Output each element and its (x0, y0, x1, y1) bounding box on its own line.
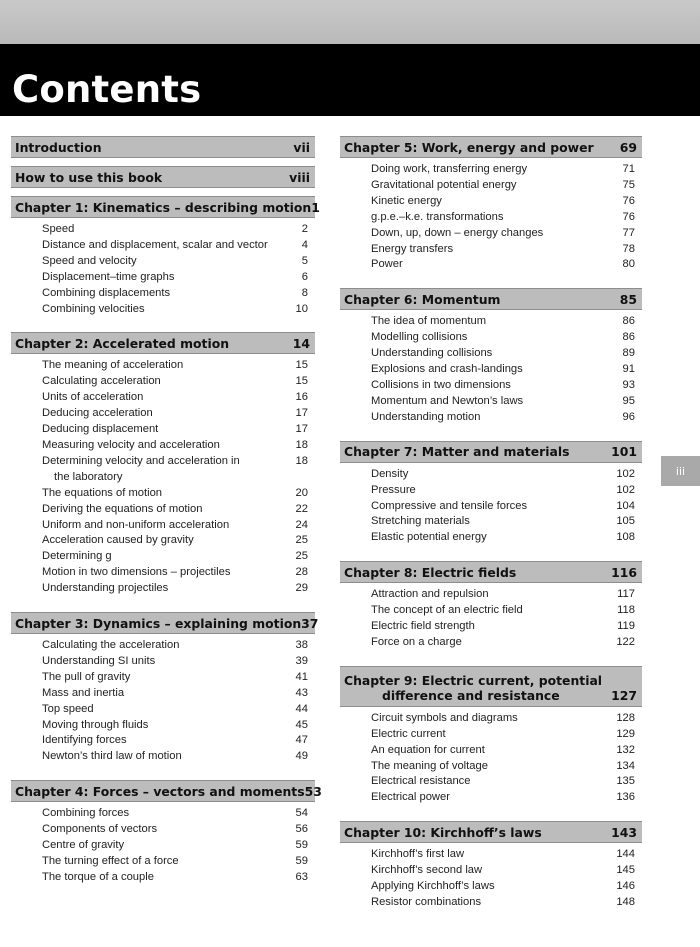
toc-item[interactable] (340, 774, 642, 790)
item-page: 134 (616, 759, 635, 772)
chapter-heading-ch9[interactable] (340, 666, 642, 707)
item-title: Units of acceleration (42, 391, 144, 404)
toc-item[interactable] (11, 749, 315, 765)
item-title: Calculating acceleration (42, 375, 161, 388)
item-page: 20 (295, 486, 308, 499)
toc-item[interactable] (11, 374, 315, 390)
item-page: 10 (295, 302, 308, 315)
item-title: Calculating the acceleration (42, 639, 180, 652)
chapter-title-line2: difference and resistance (382, 687, 560, 703)
toc-item[interactable] (340, 242, 642, 258)
item-page: 75 (622, 178, 635, 191)
toc-item[interactable] (340, 514, 642, 530)
toc-item[interactable] (340, 378, 642, 394)
item-page: 22 (295, 502, 308, 515)
item-title: Measuring velocity and acceleration (42, 438, 220, 451)
toc-item[interactable] (11, 870, 315, 886)
toc-item[interactable] (11, 718, 315, 734)
item-title: Density (371, 467, 409, 480)
item-title: The torque of a couple (42, 870, 154, 883)
item-title: Kinetic energy (371, 194, 442, 207)
toc-item[interactable] (11, 806, 315, 822)
item-title: Momentum and Newton’s laws (371, 394, 524, 407)
item-page: 86 (622, 331, 635, 344)
item-title: Distance and displacement, scalar and vector (42, 238, 268, 251)
toc-item[interactable] (11, 254, 315, 270)
chapter-section (340, 821, 642, 911)
item-page: 15 (295, 375, 308, 388)
chapter-page: 1 (311, 199, 320, 215)
item-page: 80 (622, 258, 635, 271)
chapter-items-list (340, 843, 642, 911)
toc-item[interactable] (340, 194, 642, 210)
chapter-title (344, 673, 611, 703)
page-number: iii (675, 464, 686, 478)
item-title: Motion in two dimensions – projectiles (42, 566, 231, 579)
toc-item[interactable] (11, 422, 315, 438)
toc-item[interactable] (340, 790, 642, 806)
chapter-items-list (340, 463, 642, 547)
item-title: Applying Kirchhoff’s laws (371, 880, 495, 893)
item-title: g.p.e.–k.e. transformations (371, 210, 504, 223)
item-page: 15 (295, 359, 308, 372)
item-title: Deriving the equations of motion (42, 502, 203, 515)
item-title: The idea of momentum (371, 315, 487, 328)
item-page: 78 (622, 242, 635, 255)
item-page: 95 (622, 394, 635, 407)
item-title: Power (371, 258, 403, 271)
item-title-line1: Determining velocity and acceleration in (42, 454, 240, 467)
item-page: 108 (616, 531, 635, 544)
item-page: 54 (295, 807, 308, 820)
entry-title: Introduction (15, 139, 102, 155)
chapter-section (340, 666, 642, 806)
chapter-page: 14 (292, 335, 310, 351)
item-page: 29 (295, 582, 308, 595)
item-title: Pressure (371, 483, 416, 496)
chapter-title: Chapter 4: Forces – vectors and moments (15, 783, 305, 799)
toc-item[interactable] (340, 603, 642, 619)
item-page: 17 (295, 423, 308, 436)
item-title: Gravitational potential energy (371, 178, 517, 191)
chapter-items-list (11, 802, 315, 886)
chapter-title: Chapter 3: Dynamics – explaining motion (15, 615, 302, 631)
chapter-page: 143 (611, 824, 637, 840)
chapter-section (340, 561, 642, 651)
chapter-title: Chapter 6: Momentum (344, 291, 501, 307)
chapter-title: Chapter 8: Electric fields (344, 564, 517, 580)
chapter-page: 53 (304, 783, 322, 799)
chapter-page: 85 (619, 291, 637, 307)
toc-item[interactable] (11, 822, 315, 838)
item-page: 146 (616, 880, 635, 893)
item-page: 5 (301, 254, 308, 267)
item-title: Force on a charge (371, 635, 462, 648)
item-title: Elastic potential energy (371, 531, 487, 544)
toc-item[interactable] (340, 711, 642, 727)
item-page: 43 (295, 686, 308, 699)
item-page: 39 (295, 654, 308, 667)
item-page: 102 (616, 483, 635, 496)
item-title: Electric field strength (371, 620, 475, 633)
item-page: 2 (301, 223, 308, 235)
item-title: Electric current (371, 727, 446, 740)
item-title: Stretching materials (371, 515, 470, 528)
toc-item[interactable] (11, 486, 315, 502)
toc-item[interactable] (340, 587, 642, 603)
item-page: 38 (295, 639, 308, 652)
toc-item[interactable] (11, 358, 315, 374)
toc-item[interactable] (340, 330, 642, 346)
item-title: An equation for current (371, 743, 485, 756)
toc-item[interactable] (340, 530, 642, 546)
entry-title: How to use this book (15, 169, 163, 185)
item-title: Deducing acceleration (42, 407, 153, 420)
toc-item[interactable] (11, 838, 315, 854)
item-page: 76 (622, 194, 635, 207)
toc-item[interactable] (340, 635, 642, 651)
item-page: 56 (295, 823, 308, 836)
item-page: 76 (622, 210, 635, 223)
entry-page: vii (293, 139, 310, 155)
chapter-title-line1: Chapter 9: Electric current, potential (344, 672, 603, 688)
item-page: 77 (622, 226, 635, 239)
item-title: Acceleration caused by gravity (42, 534, 194, 547)
chapter-items-list (11, 354, 315, 597)
item-page: 49 (295, 750, 308, 763)
chapter-page: 116 (611, 564, 637, 580)
toc-right-column (340, 136, 642, 911)
item-page: 25 (295, 550, 308, 563)
item-title: Compressive and tensile forces (371, 499, 528, 512)
toc-item[interactable] (340, 226, 642, 242)
page-title: Contents (12, 68, 202, 111)
toc-item[interactable] (340, 847, 642, 863)
chapter-items-list (340, 707, 642, 806)
chapter-heading-ch1[interactable] (11, 196, 320, 218)
toc-item[interactable] (11, 733, 315, 749)
item-title: Electrical resistance (371, 775, 471, 788)
chapter-section (11, 332, 315, 597)
chapter-page: 127 (611, 687, 637, 703)
item-title: Kirchhoff’s first law (371, 848, 465, 861)
toc-item[interactable] (340, 863, 642, 879)
chapter-items-list (11, 218, 315, 317)
toc-item[interactable] (340, 362, 642, 378)
item-page: 24 (295, 518, 308, 531)
item-page: 136 (616, 791, 635, 804)
item-page: 119 (617, 620, 635, 633)
item-title: Newton’s third law of motion (42, 750, 182, 763)
toc-item[interactable] (11, 286, 315, 302)
item-page: 105 (616, 515, 635, 528)
chapter-section (340, 441, 642, 547)
chapter-items-list (11, 634, 315, 765)
item-title: The meaning of acceleration (42, 359, 184, 372)
item-title: Top speed (42, 702, 94, 715)
toc-item[interactable] (11, 222, 315, 238)
item-title: Combining displacements (42, 286, 171, 299)
chapter-heading-ch2[interactable] (11, 332, 315, 354)
item-page: 28 (295, 566, 308, 579)
toc-item[interactable] (11, 518, 315, 534)
toc-item[interactable] (340, 879, 642, 895)
toc-item[interactable] (340, 759, 642, 775)
item-title: Electrical power (371, 791, 450, 804)
toc-item[interactable] (340, 743, 642, 759)
toc-item[interactable] (11, 565, 315, 581)
chapter-section (340, 136, 642, 273)
toc-item[interactable] (340, 467, 642, 483)
item-title: Deducing displacement (42, 423, 159, 436)
item-title: Attraction and repulsion (371, 588, 489, 601)
chapter-heading-ch4[interactable] (11, 780, 322, 802)
chapter-page: 69 (619, 139, 637, 155)
item-title: The turning effect of a force (42, 855, 179, 867)
item-page: 86 (622, 315, 635, 328)
toc-item[interactable] (11, 390, 315, 406)
item-title (11, 454, 278, 486)
chapter-heading-ch7[interactable] (340, 441, 642, 463)
item-title: The pull of gravity (42, 670, 131, 683)
chapter-items-list (340, 583, 642, 651)
entry-page: viii (289, 169, 310, 185)
item-page: 89 (622, 347, 635, 360)
toc-item[interactable] (340, 895, 642, 911)
item-title-line2: the laboratory (54, 470, 123, 483)
item-page: 128 (616, 711, 635, 724)
item-page: 59 (295, 855, 308, 867)
toc-item[interactable] (11, 638, 315, 654)
item-title: Resistor combinations (371, 896, 482, 908)
toc-entry-how-to-use[interactable] (11, 166, 315, 188)
toc-entry-introduction[interactable] (11, 136, 315, 158)
item-page: 93 (622, 378, 635, 391)
item-page: 96 (622, 410, 635, 423)
toc-item[interactable] (340, 394, 642, 410)
item-page: 148 (616, 896, 635, 908)
item-title: Centre of gravity (42, 839, 125, 852)
toc-item[interactable] (11, 406, 315, 422)
item-page: 104 (616, 499, 635, 512)
top-scan-strip (0, 0, 700, 44)
item-title: The concept of an electric field (371, 604, 523, 617)
item-title: Mass and inertia (42, 686, 125, 699)
item-title: The meaning of voltage (371, 759, 488, 772)
item-page: 18 (295, 438, 308, 451)
toc-item[interactable] (340, 178, 642, 194)
chapter-heading-ch8[interactable] (340, 561, 642, 583)
chapter-heading-ch3[interactable] (11, 612, 319, 634)
chapter-title: Chapter 7: Matter and materials (344, 444, 570, 460)
toc-item[interactable] (11, 502, 315, 518)
chapter-page: 37 (301, 615, 319, 631)
page-number-tab (661, 456, 700, 486)
item-page: 8 (301, 286, 308, 299)
item-title: Uniform and non-uniform acceleration (42, 518, 230, 531)
item-title: Down, up, down – energy changes (371, 226, 544, 239)
toc-item[interactable] (11, 270, 315, 286)
item-title: Combining forces (42, 807, 130, 820)
chapter-section (11, 196, 320, 317)
item-title: Explosions and crash-landings (371, 363, 523, 376)
item-page: 18 (295, 454, 308, 467)
item-page: 117 (617, 588, 635, 601)
item-title: Displacement–time graphs (42, 270, 175, 283)
toc-item[interactable] (11, 854, 315, 870)
toc-item[interactable] (11, 533, 315, 549)
toc-item[interactable] (340, 727, 642, 743)
chapter-items-list (340, 158, 642, 273)
toc-item[interactable] (11, 238, 315, 254)
toc-item[interactable] (11, 702, 315, 718)
item-page: 71 (622, 163, 635, 175)
item-page: 41 (295, 670, 308, 683)
chapter-page: 101 (611, 444, 637, 460)
chapter-heading-ch6[interactable] (340, 288, 642, 310)
item-title: Speed and velocity (42, 254, 137, 267)
item-title: Doing work, transferring energy (371, 163, 528, 175)
item-page: 91 (622, 363, 635, 376)
chapter-items-list (340, 310, 642, 425)
item-page: 6 (301, 270, 308, 283)
title-bar (0, 44, 700, 116)
toc-item[interactable] (340, 410, 642, 426)
item-title: Components of vectors (42, 823, 158, 836)
item-page: 45 (295, 718, 308, 731)
chapter-heading-ch10[interactable] (340, 821, 642, 843)
item-page: 132 (616, 743, 635, 756)
item-page: 122 (616, 635, 635, 648)
item-title: The equations of motion (42, 486, 163, 499)
item-title: Combining velocities (42, 302, 145, 315)
item-title: Understanding SI units (42, 654, 156, 667)
item-page: 135 (616, 775, 635, 788)
toc-item[interactable] (11, 302, 315, 318)
item-page: 44 (295, 702, 308, 715)
chapter-section (11, 780, 322, 886)
item-page: 144 (616, 848, 635, 861)
toc-left-column (11, 136, 322, 886)
toc-item[interactable] (11, 686, 315, 702)
toc-item[interactable] (11, 438, 315, 454)
item-page: 17 (295, 407, 308, 420)
item-page: 47 (295, 734, 308, 747)
item-title: Understanding collisions (371, 347, 493, 360)
item-title: Kirchhoff’s second law (371, 864, 483, 877)
toc-item[interactable] (340, 619, 642, 635)
item-page: 102 (616, 467, 635, 480)
chapter-heading-ch5[interactable] (340, 136, 642, 158)
item-page: 25 (295, 534, 308, 547)
chapter-section (11, 612, 319, 765)
item-page: 16 (295, 391, 308, 404)
toc-item[interactable] (11, 549, 315, 565)
item-title: Circuit symbols and diagrams (371, 711, 518, 724)
item-page: 4 (301, 238, 308, 251)
toc-item[interactable] (340, 314, 642, 330)
item-title: Determining g (42, 550, 112, 563)
item-title: Energy transfers (371, 242, 454, 255)
toc-item[interactable] (340, 346, 642, 362)
item-page: 145 (616, 864, 635, 877)
item-title: Understanding projectiles (42, 582, 169, 595)
item-page: 59 (295, 839, 308, 852)
chapter-title: Chapter 2: Accelerated motion (15, 335, 230, 351)
item-title: Collisions in two dimensions (371, 378, 511, 391)
item-title: Understanding motion (371, 410, 481, 423)
toc-item[interactable] (340, 483, 642, 499)
item-title: Moving through fluids (42, 718, 149, 731)
chapter-title: Chapter 5: Work, energy and power (344, 139, 594, 155)
item-page: 118 (617, 604, 635, 617)
toc-item[interactable] (11, 670, 315, 686)
toc-item[interactable] (11, 454, 315, 486)
chapter-section (340, 288, 642, 425)
toc-item[interactable] (11, 654, 315, 670)
item-page: 129 (616, 727, 635, 740)
item-page: 63 (295, 870, 308, 883)
toc-item[interactable] (340, 162, 642, 178)
item-title: Identifying forces (42, 734, 127, 747)
chapter-title: Chapter 1: Kinematics – describing motion (15, 199, 312, 215)
toc-item[interactable] (11, 581, 315, 597)
item-title: Speed (42, 223, 75, 235)
toc-item[interactable] (340, 210, 642, 226)
item-title: Modelling collisions (371, 331, 468, 344)
toc-item[interactable] (340, 499, 642, 515)
toc-item[interactable] (340, 257, 642, 273)
chapter-title: Chapter 10: Kirchhoff’s laws (344, 824, 542, 840)
